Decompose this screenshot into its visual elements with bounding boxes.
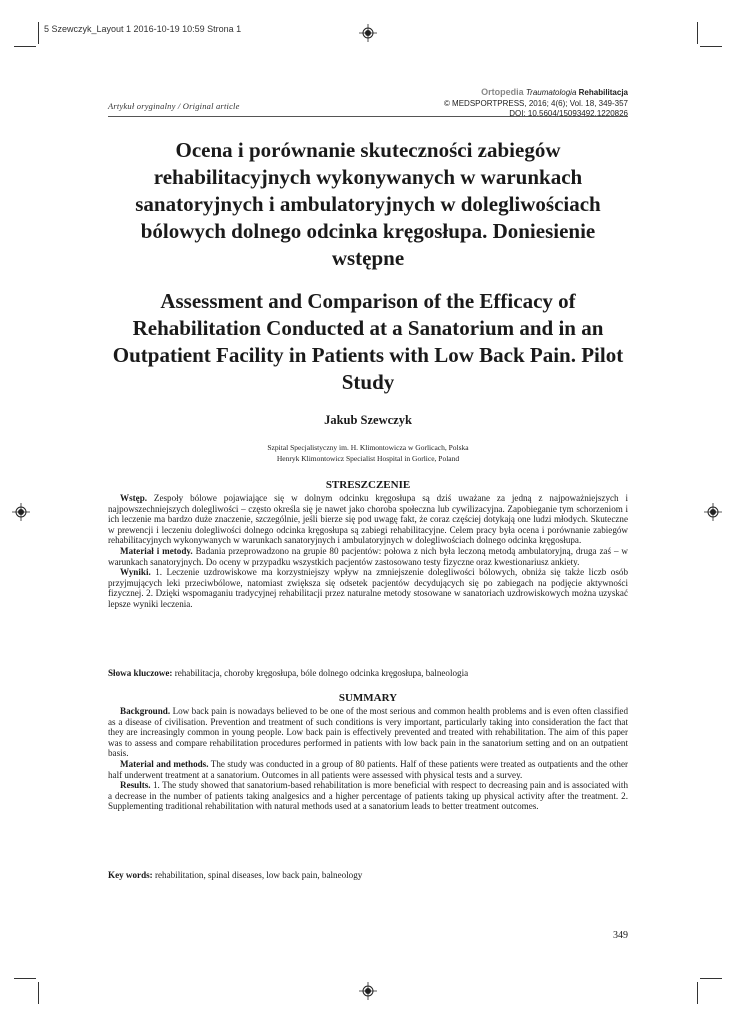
paragraph-text: Badania przeprowadzono na grupie 80 pacjentów: połowa z nich była leczoną metodą ambulatoryjną, druga zaś – w warunkach sanatoryjnych. Do oceny w przypadku wszystkich pacjentów zastosowano testy fizyczne oraz kwestionariusz ankiety. xyxy=(108,545,628,567)
summary-body xyxy=(108,706,628,812)
article-type: Artykuł oryginalny / Original article xyxy=(108,101,240,111)
abstract-paragraph xyxy=(108,546,628,567)
paragraph-label: Material and methods. xyxy=(120,758,209,769)
paragraph-label: Wyniki. xyxy=(120,567,151,578)
journal-doi: DOI: 10.5604/15093492.1220826 xyxy=(509,109,628,118)
author-name: Jakub Szewczyk xyxy=(324,413,412,427)
affiliation-english: Henryk Klimontowicz Specialist Hospital in Gorlice, Poland xyxy=(276,453,460,463)
abstract-paragraph xyxy=(108,493,628,546)
journal-name-rehabilitacja: Rehabilitacja xyxy=(578,88,628,97)
page-number: 349 xyxy=(613,930,628,941)
keywords-text: rehabilitacja, choroby kręgosłupa, bóle dolnego odcinka kręgosłupa, balneologia xyxy=(172,668,469,678)
crop-mark xyxy=(697,22,698,44)
crop-mark xyxy=(700,46,722,47)
registration-mark-icon xyxy=(359,24,377,42)
streszczenie-body xyxy=(108,493,628,610)
keywords-english xyxy=(108,870,628,881)
abstract-paragraph xyxy=(108,567,628,609)
abstract-paragraph xyxy=(108,780,628,812)
paragraph-text: 1. The study showed that sanatorium-based rehabilitation is more beneficial with respect to decreasing pain and is associated with a decrease in the number of patients taking analgesics and a higher percentage of patients taking up physical activity after the treatment. 2. Supplementing traditional rehabilitation with natural methods used at a sanatorium leads to better treatment outcomes. xyxy=(108,780,628,812)
summary-heading: SUMMARY xyxy=(338,692,398,704)
title-polish: Ocena i porównanie skuteczności zabiegów rehabilitacyjnych wykonywanych w warunkach sanatoryjnych i ambulatoryjnych w dolegliwościach bólowych dolnego odcinka kręgosłupa. Doniesienie wstępne xyxy=(135,138,601,270)
keywords-label: Key words: xyxy=(108,870,153,880)
registration-mark-icon xyxy=(359,982,377,1000)
journal-header xyxy=(444,87,628,120)
paragraph-label: Wstęp. xyxy=(120,493,148,503)
paragraph-text: The study was conducted in a group of 80 patients. Half of these patients were treated as outpatients and the other half underwent treatment at a sanatorium. Outcomes in all patients were assessed with physical tests and a survey. xyxy=(108,758,629,780)
title-english: Assessment and Comparison of the Efficacy of Rehabilitation Conducted at a Sanatorium and in an Outpatient Facility in Patients with Low Back Pain. Pilot Study xyxy=(112,289,624,394)
paragraph-label: Materiał i metody. xyxy=(120,545,193,556)
crop-mark xyxy=(14,978,36,979)
crop-mark xyxy=(38,22,39,44)
crop-mark xyxy=(700,978,722,979)
abstract-paragraph xyxy=(108,759,628,780)
paragraph-label: Results. xyxy=(120,780,151,791)
printer-slug: 5 Szewczyk_Layout 1 2016-10-19 10:59 Strona 1 xyxy=(44,24,242,34)
paragraph-label: Background. xyxy=(120,706,171,716)
affiliation xyxy=(108,443,628,464)
crop-mark xyxy=(38,982,39,1004)
keywords-label: Słowa kluczowe: xyxy=(108,668,173,678)
abstract-paragraph xyxy=(108,706,628,759)
keywords-text: rehabilitation, spinal diseases, low back pain, balneology xyxy=(152,870,363,880)
crop-mark xyxy=(14,46,36,47)
journal-name xyxy=(444,87,628,99)
streszczenie-heading: STRESZCZENIE xyxy=(325,479,411,491)
keywords-polish xyxy=(108,668,628,679)
paragraph-text: 1. Leczenie uzdrowiskowe ma korzystniejszy wpływ na zmniejszenie dolegliwości bólowych, obniża się także liczb osób przyjmujących leki przeciwbólowe, natomiast zwiększa się odsetek pacjentów decydujących się po zabiegach na podjęcie aktywności fizycznej. 2. Dzięki wspomaganiu tradycyjnej rehabilitacji przez naturalne metody stosowane w sanatoriach uzdrowiskowych można uzyskać lepsze wyniki leczenia. xyxy=(108,567,628,609)
journal-name-traumatologia: Traumatologia xyxy=(525,88,577,97)
registration-mark-icon xyxy=(704,503,722,521)
journal-name-ortopedia: Ortopedia xyxy=(481,87,524,97)
affiliation-polish: Szpital Specjalistyczny im. H. Klimontowicza w Gorlicach, Polska xyxy=(267,443,469,452)
crop-mark xyxy=(697,982,698,1004)
journal-citation: © MEDSPORTPRESS, 2016; 4(6); Vol. 18, 349-357 xyxy=(443,98,628,108)
paragraph-text: Low back pain is nowadays believed to be one of the most serious and common health problems and is even often classified as a disease of civilisation. Prevention and treatment of such conditions is very important, particularly taking into consideration the fact that they are increasingly common in young people. Low back pain is effectively prevented and treated with rehabilitation. The aim of this paper was to assess and compare rehabilitation procedures performed in patients with low back pain in the sanatorium setting and on an outpatient basis. xyxy=(108,706,628,759)
header-rule xyxy=(108,116,628,117)
paragraph-text: Zespoły bólowe pojawiające się w dolnym odcinku kręgosłupa są dziś uważane za jedną z najpoważniejszych i najpowszechniejszych dolegliwości – często określa się je nawet jako choroba społeczna lub cywilizacyjna. Zapobieganie tym schorzeniom i ich leczenie ma bardzo duże znaczenie, szczególnie, jeśli bierze się pod uwagę fakt, że coraz częściej dotykają one ludzi młodych. Skuteczne w prewencji i leczeniu dolegliwości dolnego odcinka kręgosłupa są zabiegi rehabilitacyjne. Celem pracy była ocena i porównanie zabiegów rehabilitacyjnych wykonywanych w warunkach sanatoryjnych i ambulatoryjnych w dolegliwościach dolnego odcinka kręgosłupa. xyxy=(108,493,628,546)
registration-mark-icon xyxy=(12,503,30,521)
